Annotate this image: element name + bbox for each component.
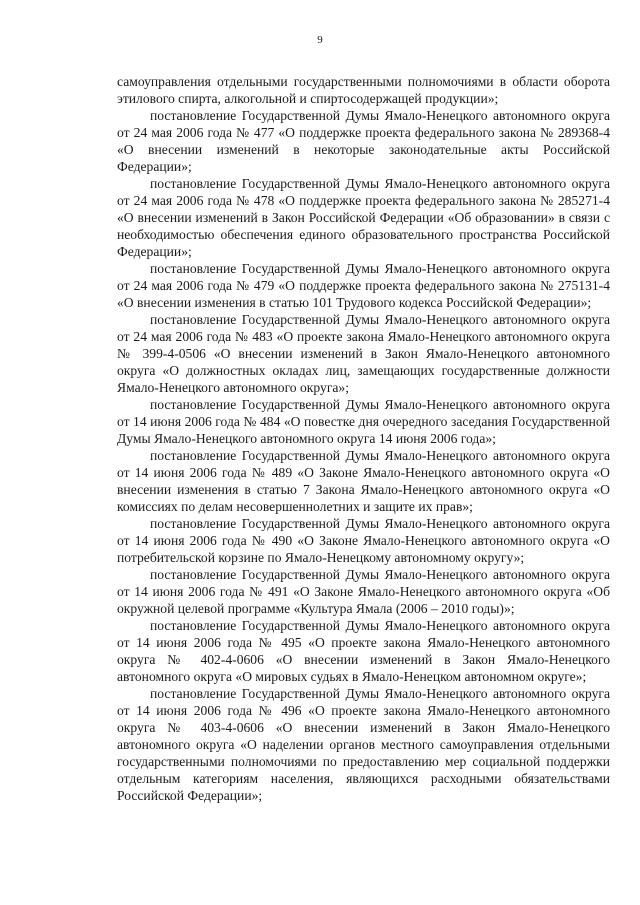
paragraph-resolution-496: постановление Государственной Думы Ямало-Ненецкого автономного округа от 14 июня 2006 года № 496 «О проекте закона Ямало-Ненецкого автономного округа № 403-4-0606 «О внесении изменений в Закон Ямало-Ненецкого автономного округа «О наделении органов местного самоуправления отдельными государственными полномочиями по предоставлению мер социальной поддержки отдельным категориям населения, являющихся расходными обязательствами Российской Федерации»; (117, 686, 610, 803)
paragraph-resolution-489: постановление Государственной Думы Ямало-Ненецкого автономного округа от 14 июня 2006 года № 489 «О Законе Ямало-Ненецкого автономного округа «О внесении изменения в статью 7 Закона Ямало-Ненецкого автономного округа «О комиссиях по делам несовершеннолетних и защите их прав»; (117, 448, 610, 514)
paragraph-resolution-484: постановление Государственной Думы Ямало-Ненецкого автономного округа от 14 июня 2006 года № 484 «О повестке дня очередного заседания Государственной Думы Ямало-Ненецкого автономного округа 14 июня 2006 года»; (117, 397, 610, 446)
paragraph-resolution-477: постановление Государственной Думы Ямало-Ненецкого автономного округа от 24 мая 2006 года № 477 «О поддержке проекта федерального закона № 289368-4 «О внесении изменений в некоторые законодательные акты Российской Федерации»; (117, 108, 610, 174)
paragraph-resolution-478: постановление Государственной Думы Ямало-Ненецкого автономного округа от 24 мая 2006 года № 478 «О поддержке проекта федерального закона № 285271-4 «О внесении изменений в Закон Российской Федерации «Об образовании» в связи с необходимостью обеспечения единого образовательного пространства Российской Федерации»; (117, 176, 610, 259)
paragraph-resolution-479: постановление Государственной Думы Ямало-Ненецкого автономного округа от 24 мая 2006 года № 479 «О поддержке проекта федерального закона № 275131-4 «О внесении изменения в статью 101 Трудового кодекса Российской Федерации»; (117, 261, 610, 310)
paragraph-continuation: самоуправления отдельными государственными полномочиями в области оборота этилового спирта, алкогольной и спиртосодержащей продукции»; (117, 74, 610, 106)
paragraph-resolution-483: постановление Государственной Думы Ямало-Ненецкого автономного округа от 24 мая 2006 года № 483 «О проекте закона Ямало-Ненецкого автономного округа № 399-4-0506 «О внесении изменений в Закон Ямало-Ненецкого автономного округа «О должностных окладах лиц, замещающих государственные должности Ямало-Ненецкого автономного округа»; (117, 312, 610, 395)
paragraph-resolution-490: постановление Государственной Думы Ямало-Ненецкого автономного округа от 14 июня 2006 года № 490 «О Законе Ямало-Ненецкого автономного округа «О потребительской корзине по Ямало-Ненецкому автономному округу»; (117, 516, 610, 565)
paragraph-resolution-491: постановление Государственной Думы Ямало-Ненецкого автономного округа от 14 июня 2006 года № 491 «О Законе Ямало-Ненецкого автономного округа «Об окружной целевой программе «Культура Ямала (2006 – 2010 годы)»; (117, 567, 610, 616)
paragraph-resolution-495: постановление Государственной Думы Ямало-Ненецкого автономного округа от 14 июня 2006 года № 495 «О проекте закона Ямало-Ненецкого автономного округа № 402-4-0606 «О внесении изменений в Закон Ямало-Ненецкого автономного округа «О мировых судьях в Ямало-Ненецком автономном округе»; (117, 618, 610, 684)
document-body (117, 73, 610, 804)
page-number: 9 (317, 34, 323, 46)
